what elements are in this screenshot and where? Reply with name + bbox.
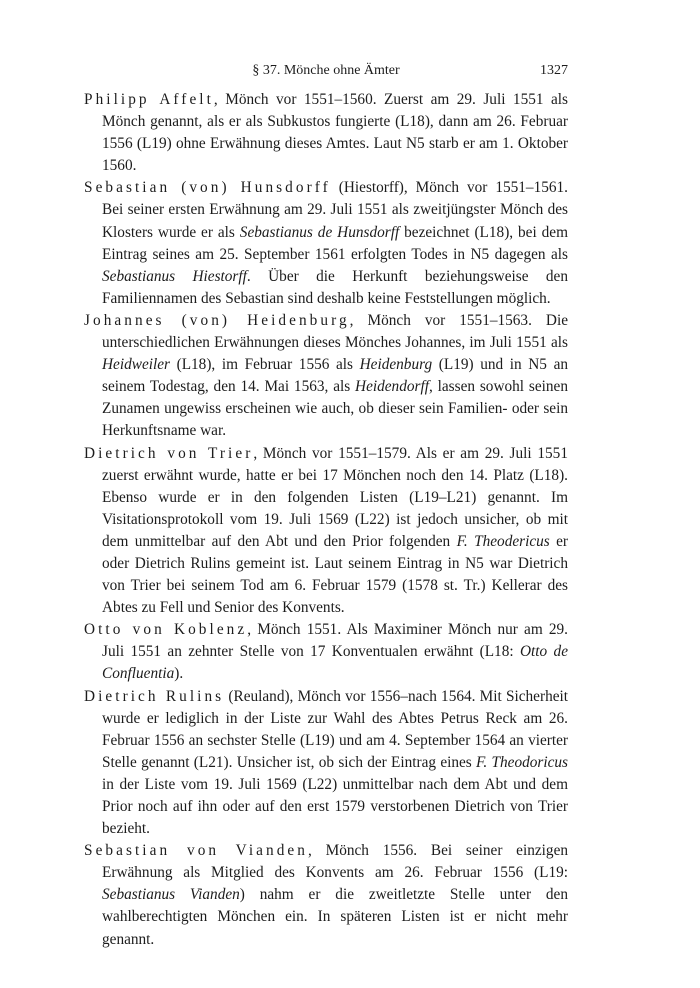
entry-text: ). <box>174 665 184 683</box>
entry-paragraph <box>84 619 568 685</box>
entry-text: (Reuland), Mönch vor 1556–nach 1564. Mit Sicherheit wurde er lediglich in der Liste zur Wahl des Abtes Petrus Reck am 26. Februar 1556 an sechster Stelle (L19) und am 4. September 1564 an vierter Stelle genannt (L21). Unsicher ist, ob sich der Eintrag eines <box>102 687 569 771</box>
entry-name: Johannes (von) Heidenburg <box>84 311 350 329</box>
entry-paragraph <box>84 177 568 310</box>
entry-text: . Über die Herkunft beziehungsweise den Familiennamen des Sebastian sind deshalb keine Feststellungen möglich. <box>102 267 568 307</box>
entry-italic-text: Sebastianus Hiestorff <box>102 267 247 285</box>
entry-text: er oder Dietrich Rulins gemeint ist. Laut seinem Eintrag in N5 war Dietrich von Trier bei seinem Tod am 6. Februar 1579 (1578 st. Tr.) Kellerar des Abtes zu Fell und Senior des Konvents. <box>102 532 568 617</box>
entry-text: , Mönch 1551. Als Maximiner Mönch nur am 29. Juli 1551 an zehnter Stelle von 17 Konventualen erwähnt (L18: <box>102 621 568 661</box>
entry-paragraph <box>84 89 568 177</box>
entry-italic-text: Otto de Confluentia <box>102 643 568 683</box>
entry-text: , Mönch vor 1551–1563. Die unterschiedlichen Erwähnungen dieses Mönches Johannes, im Juli 1551 als <box>102 311 568 352</box>
entry-name: Dietrich von Trier <box>84 444 254 462</box>
entry-italic-text: Heidweiler <box>102 356 170 374</box>
entry-text: (L18), im Februar 1556 als <box>169 356 360 374</box>
entry-name: Sebastian (von) Hunsdorff <box>84 179 331 197</box>
entry-paragraph <box>84 310 568 443</box>
page-number: 1327 <box>540 63 568 78</box>
entry-italic-text: Heidenburg <box>359 356 433 374</box>
entry-italic-text: Sebastianus Vianden <box>102 886 240 904</box>
entry-text: ) nahm er die zweitletzte Stelle unter den wahlberechtigten Mönchen ein. In späteren Listen ist er nicht mehr genannt. <box>102 886 568 948</box>
entry-text: (L19) und in N5 an seinem Todestag, den 14. Mai 1563, als <box>102 356 569 396</box>
entry-text: in der Liste vom 19. Juli 1569 (L22) unmittelbar nach dem Abt und dem Prior noch auf ihn oder auf den erst 1579 verstorbenen Dietrich von Trier bezieht. <box>102 775 568 838</box>
entry-paragraph <box>84 443 568 620</box>
entry-text: , Mönch 1556. Bei seiner einzigen Erwähnung als Mitglied des Konvents am 26. Februar 1556 (L19: <box>102 842 569 882</box>
entry-text: , Mönch vor 1551–1560. Zuerst am 29. Juli 1551 als Mönch genannt, als er als Subkustos fungierte (L18), dann am 26. Februar 1556 (L19) ohne Erwähnung dieses Amtes. Laut N5 starb er am 1. Oktober 1560. <box>102 91 568 175</box>
entry-italic-text: F. Theodericus <box>456 532 550 550</box>
entry-paragraph <box>84 686 568 841</box>
book-page <box>84 60 568 951</box>
running-head-title: § 37. Mönche ohne Ämter <box>252 63 400 78</box>
entry-italic-text: F. Theodoricus <box>476 753 568 771</box>
entry-list <box>84 89 568 951</box>
entry-italic-text: Sebastianus de Hunsdorff <box>239 223 400 241</box>
entry-name: Sebastian von Vianden <box>84 842 308 860</box>
entry-text: , lassen sowohl seinen Zunamen ungewiss erscheinen wie auch, ob dieser sein Familien- oder sein Herkunftsname war. <box>102 378 568 440</box>
entry-name: Philipp Affelt <box>84 91 214 108</box>
running-head <box>84 60 568 82</box>
entry-text: , Mönch vor 1551–1579. Als er am 29. Juli 1551 zuerst erwähnt wurde, hatte er bei 17 Mönchen noch den 14. Platz (L18). Ebenso wurde er in den folgenden Listen (L19–L21) genannt. Im Visitationsprotokoll vom 19. Juli 1569 (L22) ist jedoch unsicher, ob mit dem unmittelbar auf den Abt und den Prior folgenden <box>102 444 568 550</box>
entry-name: Otto von Koblenz <box>84 621 248 639</box>
entry-name: Dietrich Rulins <box>84 687 225 705</box>
entry-text: (Hiestorff), Mönch vor 1551–1561. Bei seiner ersten Erwähnung am 29. Juli 1551 als zweitjüngster Mönch des Klosters wurde er als <box>102 179 568 241</box>
entry-paragraph <box>84 840 568 950</box>
entry-italic-text: Heidendorff <box>355 378 429 396</box>
entry-text: bezeichnet (L18), bei dem Eintrag seines am 25. September 1561 erfolgten Todes in N5 dagegen als <box>102 223 568 263</box>
